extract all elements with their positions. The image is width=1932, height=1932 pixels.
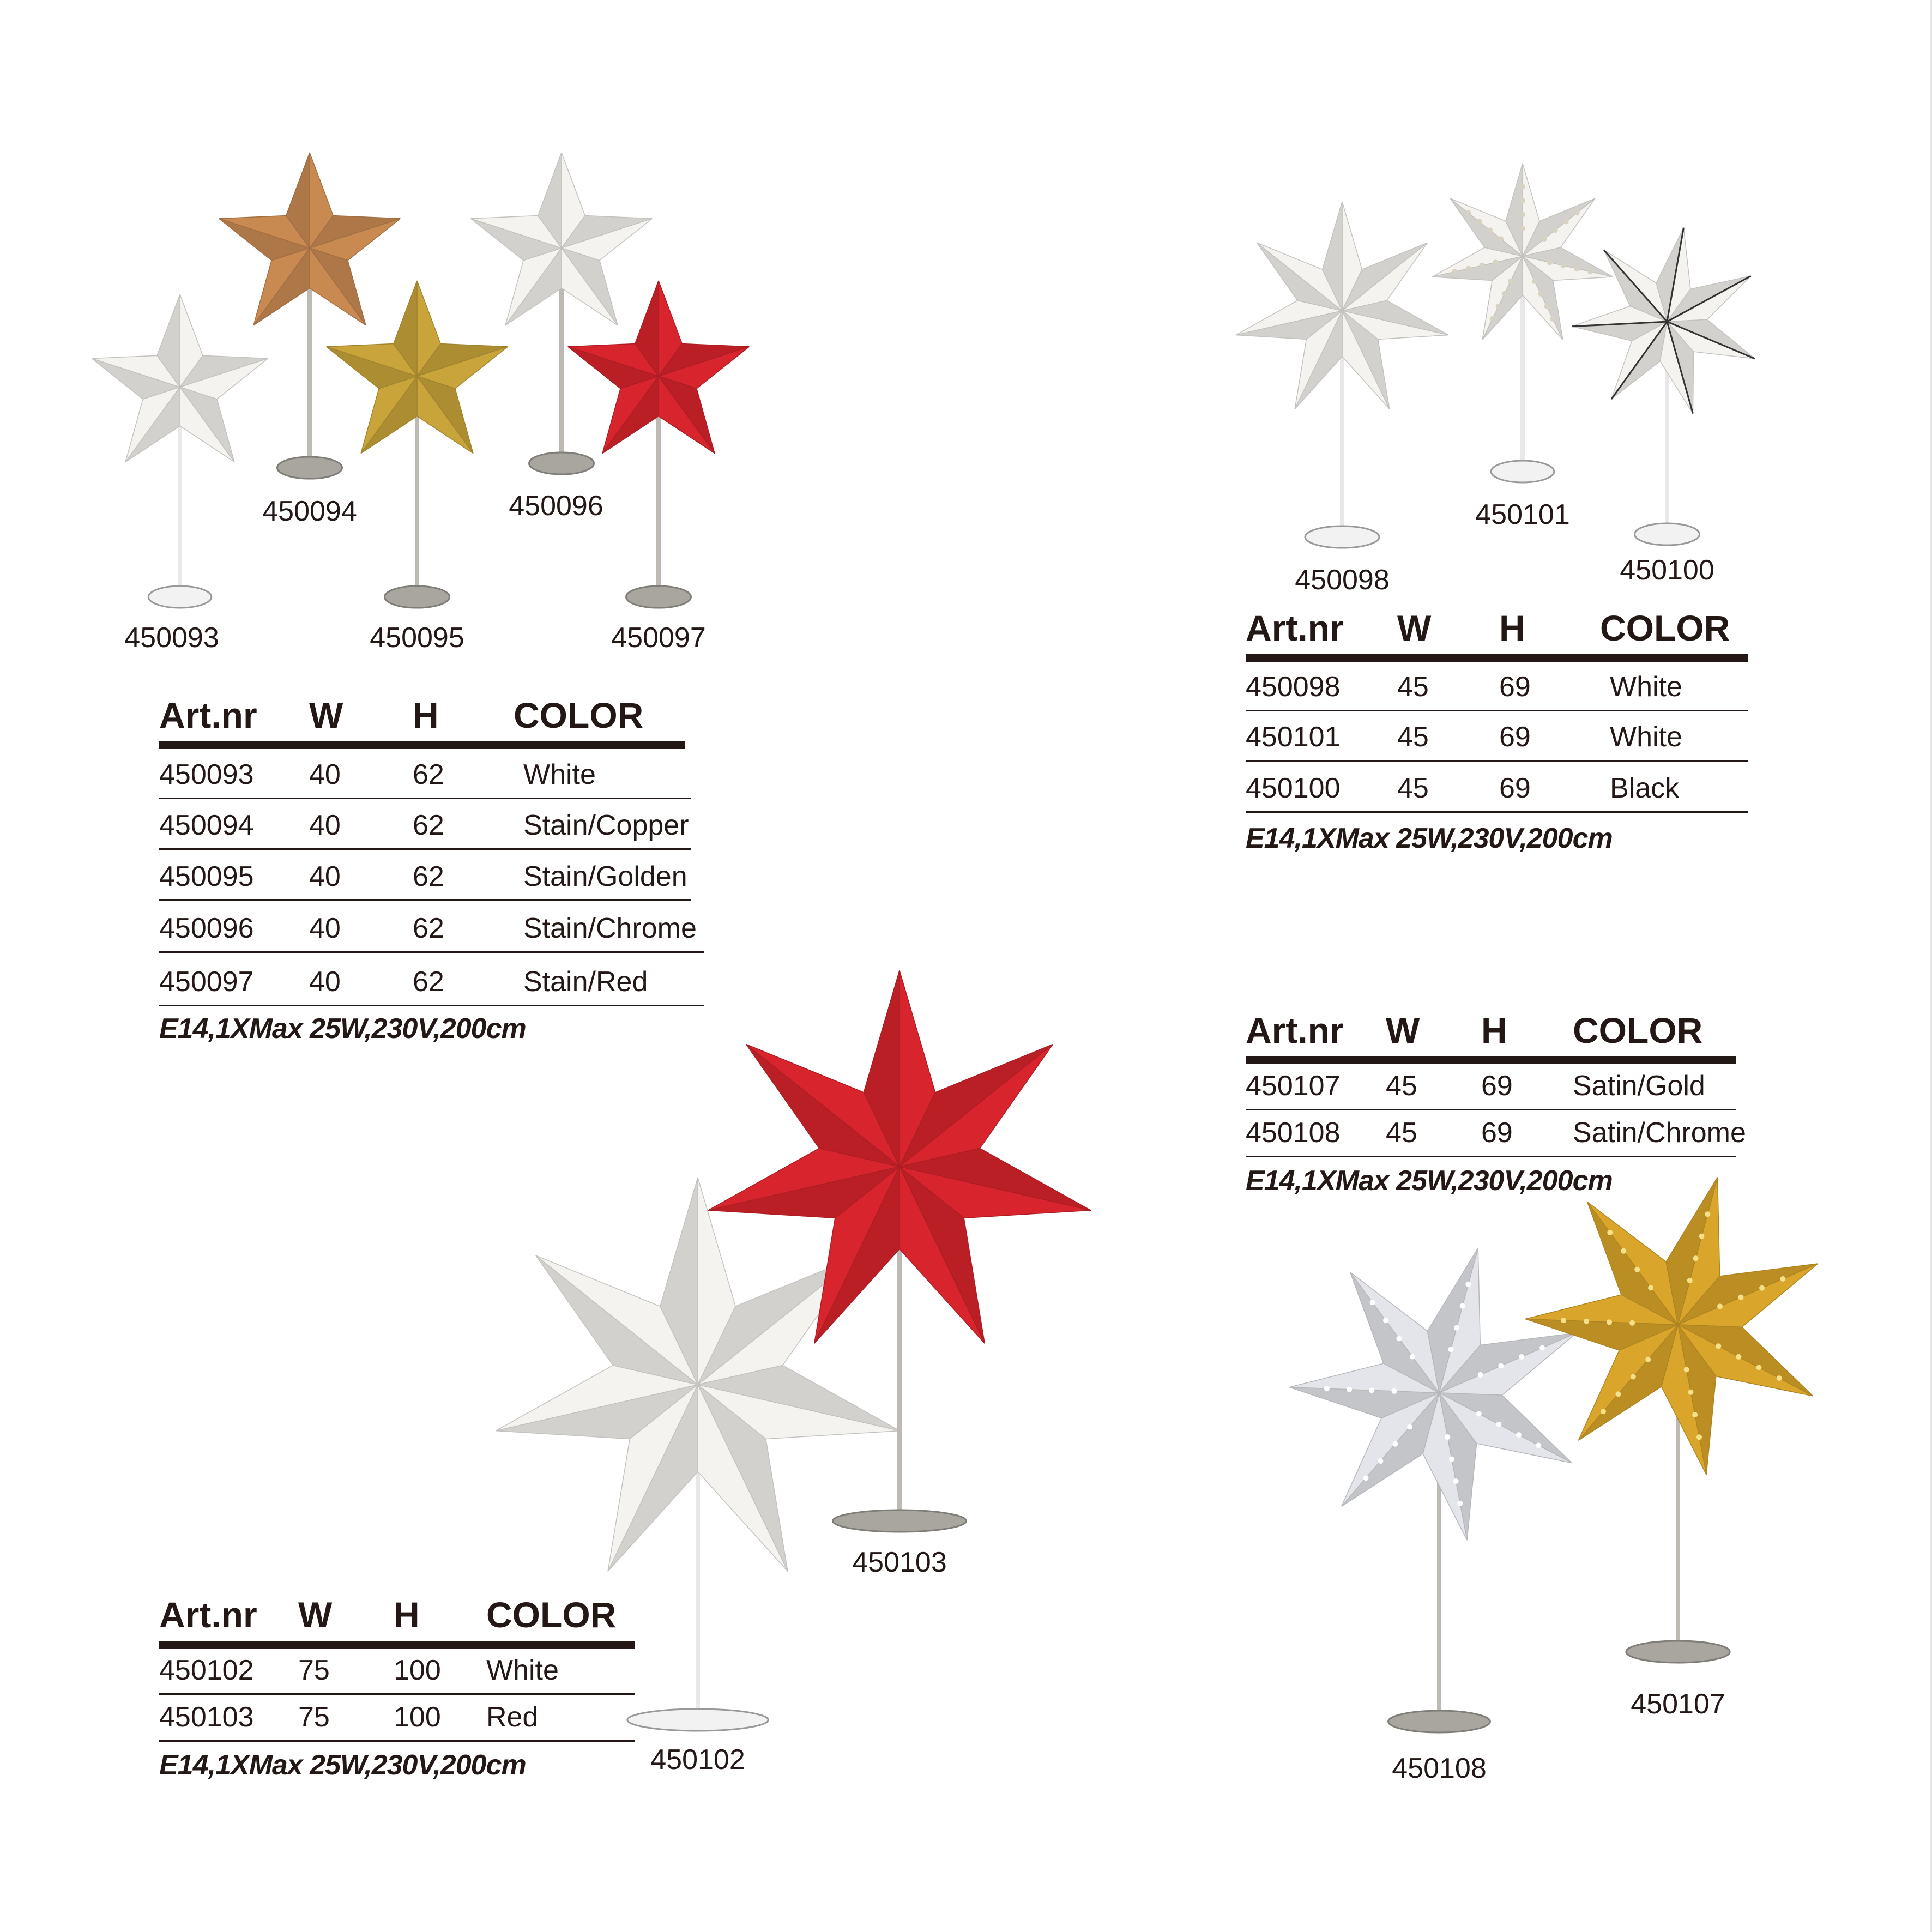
star-cutout bbox=[1520, 184, 1525, 190]
cell-color: White bbox=[1610, 671, 1682, 703]
cell-art-nr: 450103 bbox=[159, 1701, 254, 1733]
cell-width: 40 bbox=[309, 913, 341, 944]
header-width: W bbox=[1386, 1010, 1420, 1050]
cell-art-nr: 450093 bbox=[159, 759, 254, 790]
star-cutout bbox=[1550, 316, 1555, 322]
product-label-450094: 450094 bbox=[262, 496, 357, 527]
star-cutout bbox=[1539, 1345, 1545, 1351]
star-cutout bbox=[1457, 1501, 1463, 1506]
table-row bbox=[159, 799, 691, 850]
header-art-nr: Art.nr bbox=[159, 1595, 257, 1635]
star-cutout bbox=[1460, 1303, 1465, 1309]
star-lamp-450107 bbox=[1525, 1178, 1818, 1663]
star-cutout bbox=[1369, 1387, 1374, 1393]
cell-width: 45 bbox=[1397, 772, 1429, 804]
star-cutout bbox=[1490, 316, 1495, 322]
star-cutout bbox=[1445, 1434, 1450, 1440]
cell-color: Satin/Chrome bbox=[1573, 1117, 1746, 1149]
cell-art-nr: 450101 bbox=[1246, 721, 1341, 753]
star-shade bbox=[1525, 1178, 1818, 1475]
header-art-nr: Art.nr bbox=[1246, 608, 1344, 648]
star-cutout bbox=[1780, 1276, 1786, 1282]
cell-color: Stain/Copper bbox=[523, 810, 689, 841]
cell-color: Black bbox=[1610, 772, 1680, 804]
product-label-450095: 450095 bbox=[370, 622, 464, 654]
star-cutout bbox=[1717, 1303, 1723, 1309]
cell-width: 75 bbox=[298, 1701, 330, 1733]
star-cutout bbox=[1465, 1282, 1471, 1287]
star-cutout bbox=[1544, 304, 1549, 309]
table-row bbox=[159, 1695, 635, 1742]
cell-width: 45 bbox=[1397, 671, 1429, 703]
star-cutout bbox=[1631, 1374, 1636, 1380]
star-cutout bbox=[1453, 1478, 1459, 1484]
cell-width: 45 bbox=[1386, 1070, 1417, 1102]
table-header bbox=[1246, 1007, 1736, 1064]
star-cutout bbox=[1519, 1354, 1524, 1360]
cell-art-nr: 450097 bbox=[159, 966, 254, 998]
cell-width: 75 bbox=[298, 1655, 330, 1686]
lamp-base bbox=[1635, 523, 1700, 545]
star-cutout bbox=[1392, 1388, 1397, 1394]
lamp-base bbox=[385, 586, 450, 608]
product-label-450097: 450097 bbox=[611, 622, 706, 654]
star-cutout bbox=[1520, 226, 1525, 231]
spec-table bbox=[159, 1592, 635, 1742]
star-cutout bbox=[1696, 1434, 1702, 1440]
star-lamp-450093 bbox=[92, 294, 268, 608]
table-row bbox=[1246, 1110, 1746, 1157]
table-header bbox=[1246, 605, 1748, 662]
star-cutout bbox=[1502, 291, 1507, 297]
star-cutout bbox=[1407, 1424, 1412, 1430]
cell-color: Stain/Chrome bbox=[523, 913, 697, 944]
star-cutout bbox=[1410, 1354, 1415, 1360]
table-row bbox=[1246, 762, 1748, 813]
star-cutout bbox=[1587, 269, 1593, 274]
table-row bbox=[159, 850, 691, 901]
cell-width: 40 bbox=[309, 810, 341, 841]
star-cutout bbox=[1759, 1285, 1765, 1291]
star-cutout bbox=[1479, 263, 1484, 268]
star-cutout bbox=[1520, 212, 1525, 218]
star-cutout bbox=[1487, 227, 1493, 233]
cell-art-nr: 450102 bbox=[159, 1655, 254, 1686]
header-color: COLOR bbox=[1600, 608, 1730, 648]
lamp-base bbox=[627, 1709, 768, 1731]
table-row bbox=[1246, 711, 1748, 762]
header-height: H bbox=[413, 695, 439, 735]
star-cutout bbox=[1693, 1255, 1699, 1261]
header-height: H bbox=[1481, 1010, 1507, 1050]
table-row bbox=[159, 953, 704, 1006]
star-cutout bbox=[1687, 1278, 1693, 1283]
cell-height: 69 bbox=[1499, 772, 1531, 804]
cell-height: 62 bbox=[413, 861, 444, 892]
star-lamp-450098 bbox=[1236, 202, 1448, 548]
star-cutout bbox=[1684, 1367, 1689, 1373]
cell-art-nr: 450095 bbox=[159, 861, 254, 892]
star-cutout bbox=[1601, 1409, 1606, 1414]
star-cutout bbox=[1584, 1319, 1589, 1324]
star-shade bbox=[1572, 228, 1755, 414]
star-cutout bbox=[1520, 198, 1525, 203]
star-cutout bbox=[1547, 259, 1553, 265]
star-cutout bbox=[1324, 1386, 1330, 1391]
header-width: W bbox=[1397, 608, 1432, 648]
star-lamp-450097 bbox=[568, 281, 750, 608]
product-label-450093: 450093 bbox=[124, 622, 219, 654]
lamp-base bbox=[1305, 526, 1379, 548]
table-row bbox=[159, 901, 704, 953]
star-cutout bbox=[1465, 210, 1471, 216]
cell-height: 100 bbox=[394, 1701, 441, 1733]
lamp-base bbox=[833, 1510, 967, 1532]
star-cutout bbox=[1738, 1295, 1744, 1300]
cell-color: Satin/Gold bbox=[1573, 1070, 1705, 1102]
cell-width: 40 bbox=[309, 966, 341, 998]
cell-height: 69 bbox=[1481, 1117, 1513, 1149]
star-cutout bbox=[1392, 1441, 1398, 1447]
star-cutout bbox=[1452, 269, 1458, 274]
star-cutout bbox=[1383, 1318, 1388, 1323]
cell-art-nr: 450108 bbox=[1246, 1117, 1341, 1149]
cell-height: 62 bbox=[413, 810, 444, 841]
cell-color: Stain/Red bbox=[523, 966, 648, 998]
star-cutout bbox=[1688, 1390, 1693, 1395]
star-cutout bbox=[1538, 291, 1543, 297]
lamp-base bbox=[277, 457, 342, 479]
spec-note: E14,1XMax 25W,230V,200cm bbox=[159, 1013, 526, 1045]
star-cutout bbox=[1756, 1365, 1762, 1370]
star-cutout bbox=[1496, 1422, 1501, 1427]
cell-art-nr: 450094 bbox=[159, 810, 254, 841]
product-label-450100: 450100 bbox=[1620, 554, 1714, 586]
star-cutout bbox=[1397, 1336, 1402, 1341]
cell-height: 62 bbox=[413, 966, 444, 998]
cell-color: Red bbox=[486, 1701, 539, 1733]
star-cutout bbox=[1347, 1387, 1352, 1392]
spec-note: E14,1XMax 25W,230V,200cm bbox=[1246, 1165, 1613, 1197]
cell-height: 69 bbox=[1481, 1070, 1513, 1102]
star-cutout bbox=[1516, 1432, 1522, 1438]
header-color: COLOR bbox=[1573, 1010, 1703, 1050]
cell-width: 40 bbox=[309, 759, 341, 790]
star-cutout bbox=[1370, 1300, 1375, 1305]
product-label-450101: 450101 bbox=[1475, 499, 1570, 530]
star-cutout bbox=[1699, 1234, 1705, 1239]
star-shade bbox=[1289, 1248, 1577, 1540]
star-cutout bbox=[1645, 1357, 1651, 1362]
cell-art-nr: 450107 bbox=[1246, 1070, 1341, 1102]
lamp-base bbox=[626, 586, 691, 608]
header-width: W bbox=[298, 1595, 333, 1635]
header-art-nr: Art.nr bbox=[159, 695, 257, 735]
cell-height: 100 bbox=[394, 1655, 441, 1686]
spec-note: E14,1XMax 25W,230V,200cm bbox=[159, 1749, 526, 1781]
cell-width: 45 bbox=[1386, 1117, 1417, 1149]
lamp-base bbox=[148, 586, 212, 608]
star-cutout bbox=[1574, 266, 1579, 271]
table-row bbox=[1246, 1064, 1736, 1110]
star-cutout bbox=[1607, 1230, 1613, 1235]
star-cutout bbox=[1621, 1248, 1626, 1254]
header-color: COLOR bbox=[486, 1595, 617, 1635]
star-cutout bbox=[1615, 1391, 1621, 1397]
spec-table bbox=[159, 692, 704, 1006]
cell-color: White bbox=[1610, 721, 1682, 753]
product-label-450102: 450102 bbox=[650, 1744, 745, 1776]
star-cutout bbox=[1561, 263, 1566, 268]
spec-table bbox=[1246, 1007, 1746, 1157]
star-cutout bbox=[1561, 1318, 1566, 1323]
star-cutout bbox=[1634, 1267, 1640, 1272]
cell-height: 62 bbox=[413, 913, 444, 944]
star-cutout bbox=[1553, 227, 1558, 233]
table-header bbox=[159, 692, 685, 749]
table-row bbox=[159, 1649, 635, 1695]
cell-art-nr: 450098 bbox=[1246, 671, 1341, 703]
star-cutout bbox=[1454, 1325, 1459, 1331]
lamp-base bbox=[1388, 1711, 1490, 1732]
star-cutout bbox=[1648, 1285, 1653, 1290]
star-cutout bbox=[1449, 1457, 1454, 1462]
star-cutout bbox=[1563, 219, 1569, 224]
star-cutout bbox=[1448, 1347, 1453, 1352]
star-cutout bbox=[1498, 1363, 1504, 1369]
star-cutout bbox=[1378, 1458, 1383, 1464]
spec-table bbox=[1246, 605, 1748, 813]
cell-color: White bbox=[523, 759, 596, 790]
cell-height: 62 bbox=[413, 759, 444, 790]
lamp-base bbox=[1626, 1641, 1730, 1663]
header-art-nr: Art.nr bbox=[1246, 1010, 1344, 1050]
cell-width: 40 bbox=[309, 861, 341, 892]
star-cutout bbox=[1532, 279, 1537, 284]
star-cutout bbox=[1716, 1343, 1721, 1349]
product-label-450098: 450098 bbox=[1295, 564, 1390, 596]
star-cutout bbox=[1542, 236, 1547, 242]
table-header bbox=[159, 1592, 635, 1649]
header-height: H bbox=[394, 1595, 420, 1635]
star-cutout bbox=[1736, 1354, 1741, 1360]
star-cutout bbox=[1476, 1411, 1482, 1417]
lamp-base bbox=[529, 452, 594, 474]
star-cutout bbox=[1363, 1475, 1369, 1481]
star-cutout bbox=[1478, 1372, 1483, 1378]
star-cutout bbox=[1705, 1211, 1710, 1217]
product-label-450103: 450103 bbox=[852, 1547, 947, 1578]
star-cutout bbox=[1508, 279, 1513, 284]
star-cutout bbox=[1692, 1412, 1698, 1417]
star-cutout bbox=[1493, 259, 1498, 265]
star-cutout bbox=[1607, 1319, 1612, 1325]
star-cutout bbox=[1498, 236, 1504, 242]
star-cutout bbox=[1777, 1375, 1782, 1381]
header-color: COLOR bbox=[514, 695, 644, 735]
cell-height: 69 bbox=[1499, 721, 1531, 753]
star-cutout bbox=[1496, 304, 1501, 309]
star-cutout bbox=[1629, 1320, 1635, 1326]
star-cutout bbox=[1476, 219, 1482, 224]
cell-art-nr: 450100 bbox=[1246, 772, 1341, 804]
header-width: W bbox=[309, 695, 343, 735]
product-label-450108: 450108 bbox=[1392, 1753, 1487, 1784]
star-cutout bbox=[1574, 210, 1580, 216]
star-cutout bbox=[1466, 266, 1471, 271]
cell-color: Stain/Golden bbox=[523, 861, 687, 892]
cell-width: 45 bbox=[1397, 721, 1429, 753]
product-label-450107: 450107 bbox=[1631, 1688, 1725, 1720]
lamp-base bbox=[1491, 461, 1554, 482]
table-row bbox=[159, 749, 691, 799]
product-label-450096: 450096 bbox=[509, 490, 603, 522]
cell-color: White bbox=[486, 1655, 559, 1686]
cell-art-nr: 450096 bbox=[159, 913, 254, 944]
header-height: H bbox=[1499, 608, 1525, 648]
star-lamp-450095 bbox=[327, 281, 508, 608]
table-row bbox=[1246, 662, 1748, 711]
spec-note: E14,1XMax 25W,230V,200cm bbox=[1246, 823, 1613, 854]
cell-height: 69 bbox=[1499, 671, 1531, 703]
star-cutout bbox=[1536, 1442, 1541, 1448]
